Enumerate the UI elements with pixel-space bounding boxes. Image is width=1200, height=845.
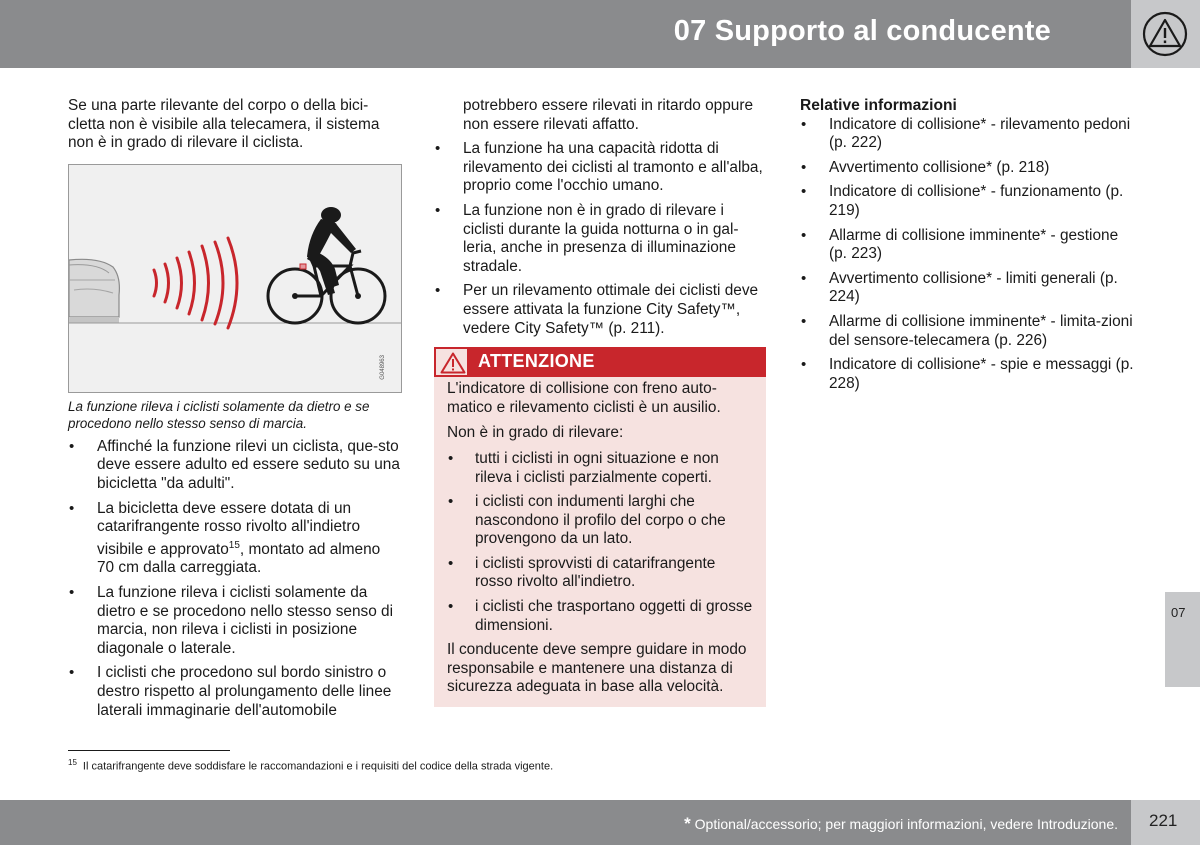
footnote — [68, 756, 553, 774]
related-link[interactable]: • Indicatore di collisione* - funzionamento (p. 219) — [800, 183, 1135, 220]
chapter-tab-label: 07 — [1171, 605, 1186, 620]
chapter-side-tab[interactable] — [1165, 592, 1200, 687]
conditions-list — [68, 438, 400, 720]
continuation-text: potrebbero essere rilevati in ritardo oppure non essere rilevati affatto. — [463, 97, 754, 133]
footnote-divider — [68, 750, 230, 751]
list-item: • La funzione non è in grado di rilevare i ciclisti durante la guida notturna o in gal-leria, anche in presenza di illuminazione stradale. — [434, 202, 767, 276]
list-item: • Per un rilevamento ottimale dei ciclisti deve essere attivata la funzione City Safety™, vedere City Safety™ (p. 211). — [434, 282, 767, 338]
list-item: • La funzione rileva i ciclisti solamente da dietro e se procedono nello stesso senso di marcia, non rileva i ciclisti in posizione diagonale o laterale. — [68, 584, 400, 658]
warning-triangle-icon — [1141, 11, 1189, 57]
related-link[interactable]: • Allarme di collisione imminente* - limita-zioni del sensore-telecamera (p. 226) — [800, 313, 1135, 350]
list-item: • tutti i ciclisti in ogni situazione e non rileva i ciclisti parzialmente coperti. — [447, 450, 754, 487]
footnote-ref: 15 — [228, 539, 240, 551]
related-link[interactable]: • Allarme di collisione imminente* - gestione (p. 223) — [800, 227, 1135, 264]
footer-asterisk: * — [684, 814, 691, 833]
related-info-title: Relative informazioni — [800, 97, 957, 114]
column-right — [800, 97, 1135, 399]
related-link[interactable]: • Avvertimento collisione* (p. 218) — [800, 159, 1135, 178]
warning-paragraph: Non è in grado di rilevare: — [447, 424, 624, 442]
footer-bar — [0, 800, 1131, 845]
list-item-text: , montato ad almeno 70 cm dalla carreggiata. — [97, 540, 381, 577]
cyclist-detection-figure — [68, 164, 402, 393]
footnote-number: 15 — [68, 758, 77, 767]
related-info-list — [800, 116, 1135, 394]
cyclist-illustration — [69, 165, 402, 393]
warning-paragraph: L'indicatore di collisione con freno auto-matico e rilevamento ciclisti è un ausilio. — [447, 380, 721, 416]
header-bar — [0, 0, 1131, 68]
footer-note-text: Optional/accessorio; per maggiori informazioni, vedere Introduzione. — [690, 816, 1118, 832]
warning-header — [434, 347, 766, 377]
list-item: • I ciclisti che procedono sul bordo sinistro o destro rispetto al prolungamento delle linee laterali immaginarie dell'automobile — [68, 664, 400, 720]
footer-note — [684, 814, 1118, 834]
warning-paragraph: Il conducente deve sempre guidare in modo responsabile e mantenere una distanza di sicurezza adeguata in base alla velocità. — [447, 641, 747, 696]
column-middle — [434, 97, 767, 707]
list-item: • i ciclisti con indumenti larghi che nascondono il profilo del corpo o che provengono da un lato. — [447, 493, 754, 549]
intro-paragraph: Se una parte rilevante del corpo o della bici-cletta non è visibile alla telecamera, il sistema non è in grado di rilevare il ciclista. — [68, 97, 380, 152]
list-item: • La funzione ha una capacità ridotta di rilevamento dei ciclisti al tramonto e all'alba, proprio come l'occhio umano. — [434, 140, 767, 196]
figure-caption: La funzione rileva i ciclisti solamente da dietro e se procedono nello stesso senso di marcia. — [68, 398, 370, 431]
page-number: 221 — [1149, 811, 1178, 830]
list-item: • Affinché la funzione rilevi un ciclista, que-sto deve essere adulto ed essere seduto su una bicicletta "da adulti". — [68, 438, 400, 494]
header-icon-box — [1131, 0, 1200, 68]
warning-title: ATTENZIONE — [478, 351, 595, 372]
limitations-list — [434, 140, 767, 338]
list-item-text: La bicicletta deve essere dotata di un catarifrangente rosso rivolto all'indietro visibile e approvato — [97, 499, 361, 558]
related-link[interactable]: • Indicatore di collisione* - spie e messaggi (p. 228) — [800, 356, 1135, 393]
related-link[interactable]: • Indicatore di collisione* - rilevamento pedoni (p. 222) — [800, 116, 1135, 153]
page-number-box — [1131, 800, 1200, 845]
list-item: • i ciclisti che trasportano oggetti di grosse dimensioni. — [447, 598, 754, 635]
list-item — [68, 500, 400, 579]
footnote-text: Il catarifrangente deve soddisfare le raccomandazioni e i requisiti del codice della strada vigente. — [82, 760, 554, 773]
column-left — [68, 97, 400, 720]
chapter-title: 07 Supporto al conducente — [673, 15, 1051, 47]
list-item: • i ciclisti sprovvisti di catarifrangente rosso rivolto all'indietro. — [447, 555, 754, 592]
related-link[interactable]: • Avvertimento collisione* - limiti generali (p. 224) — [800, 270, 1135, 307]
warning-box — [434, 347, 766, 707]
warning-body — [434, 377, 766, 697]
figure-code: G048963 — [380, 355, 387, 380]
warning-list — [447, 450, 754, 635]
warning-triangle-icon — [440, 352, 466, 374]
warning-icon-box — [434, 347, 469, 377]
